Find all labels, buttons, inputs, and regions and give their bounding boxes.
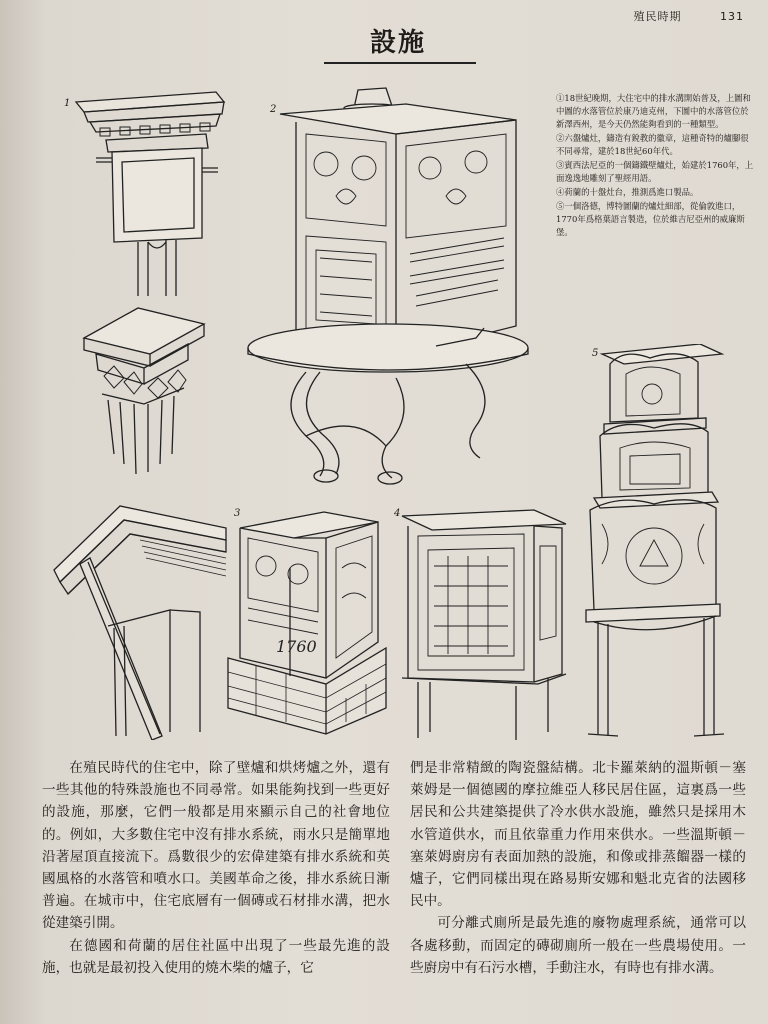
figure-number-5: 5 (592, 348, 599, 359)
running-head (634, 8, 745, 24)
section-name: 殖民時期 (633, 10, 682, 23)
caption-5: ⑤一個洛德，博特圖蘭的爐灶細部，從倫敦進口，1770年爲格葉語言製造，位於維吉尼亞州的威廉斯堡。 (556, 201, 745, 237)
illustration-downspout-bottom (50, 500, 230, 740)
caption-3: ③賓西法尼亞的一個鑄鐵壁爐灶，始建於1760年，上面逸逸地雕刻了聖經用語。 (556, 160, 754, 183)
figure-number-4: 4 (394, 508, 401, 519)
figure-number-2: 2 (270, 104, 277, 115)
body-paragraph: 們是非常精緻的陶瓷盤結構。北卡羅萊納的溫斯頓－塞萊姆是一個德國的摩拉維亞人移民居住區，這裏爲一些居民和公共建築提供了冷水供水設施，雖然只是採用木水管道供水，而且依靠重力作用來供水。一些溫斯頓－塞萊姆廚房有表面加熱的設施，和像或排蒸餾器一樣的爐子，它們同樣出現在路易斯安娜和魁北克省的法國移民中。 (410, 760, 746, 910)
title-underline (324, 62, 476, 64)
caption-1: ①18世紀晚期，大住宅中的排水溝開始普及，上圖和中圖的水落管位於康乃迪克州，下圖中的水落管位於新澤西州，是今天仍然能夠看到的一種類型。 (556, 93, 751, 129)
caption-2: ②六盤爐灶，鑄造有銳教的徽章，這種奇特的爐腳很不同尋常，建於18世紀60年代。 (556, 133, 749, 156)
body-column-right (410, 757, 746, 979)
figure-number-1: 1 (64, 98, 71, 109)
figure-captions (556, 92, 756, 240)
illustration-ten-plate-stove (398, 506, 572, 742)
body-column-left (42, 757, 390, 979)
illustration-ornamental-stove (580, 344, 730, 740)
figure-number-3: 3 (234, 508, 241, 519)
illustration-six-plate-stove (236, 86, 536, 486)
illustration-downspout-top (66, 78, 236, 298)
body-paragraph: 可分離式廁所是最先進的廢物處理系統，通常可以各處移動，而固定的磚砌廁所一般在一些農場使用。一些廚房中有石污水槽，手動注水，有時也有排水溝。 (410, 915, 746, 976)
page-number: 131 (720, 10, 744, 23)
body-paragraph: 在殖民時代的住宅中，除了壁爐和烘烤爐之外，還有一些其他的特殊設施也不同尋常。如果能夠找到一些更好的設施，那麼，它們一般都是用來顯示自己的社會地位的。例如，大多數住宅中沒有排水系統，雨水只是簡單地沿著屋頂直接流下。爲數很少的宏偉建築有排水系統和英國風格的水落管和噴水口。美國革命之後，排水系統日漸普遍。在城市中，住宅底層有一個磚或石材排水溝，把水從建築引開。 (42, 760, 390, 932)
page-title: 設施 (370, 28, 427, 58)
body-paragraph: 在德國和荷蘭的居住社區中出現了一些最先進的設施，也就是最初投入使用的燒木柴的爐子，它 (42, 937, 390, 976)
caption-4: ④荷蘭的十盤灶台，推測爲進口製品。 (556, 187, 699, 197)
illustration-jamb-stove (226, 508, 394, 738)
stove-inscription: 1760 (276, 637, 317, 656)
illustration-downspout-middle (78, 304, 208, 484)
